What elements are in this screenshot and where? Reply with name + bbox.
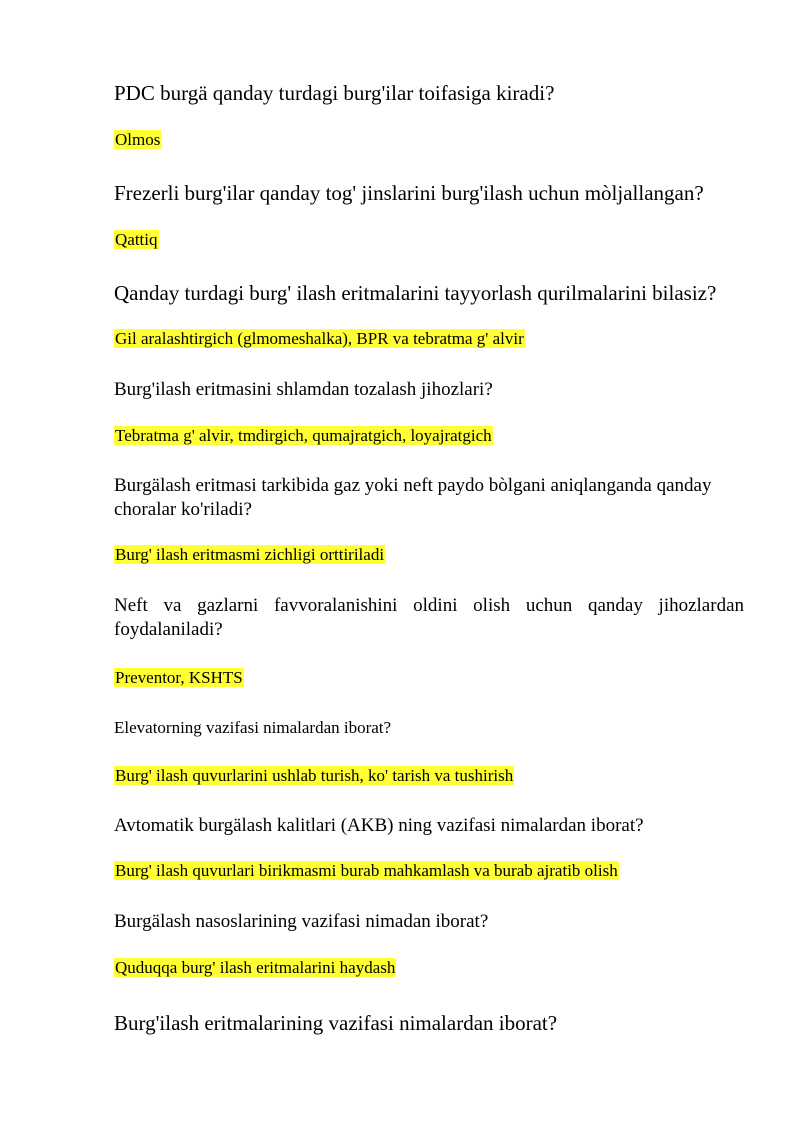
answer-7-highlight: Burg' ilash quvurlarini ushlab turish, ko' tarish va tushirish xyxy=(115,766,514,785)
question-5: Burgälash eritmasi tarkibida gaz yoki neft paydo bòlgani aniqlanganda qanday choralar ko'riladi? xyxy=(114,475,712,520)
answer-7 xyxy=(114,766,744,786)
question-10: Burg'ilash eritmalarining vazifasi nimalardan iborat? xyxy=(114,1011,558,1035)
answer-2-highlight: Qattiq xyxy=(115,230,158,249)
question-7: Elevatorning vazifasi nimalardan iborat? xyxy=(114,718,392,737)
answer-3-highlight: Gil aralashtirgich (glmomeshalka), BPR va tebratma g' alvir xyxy=(115,329,524,348)
question-8: Avtomatik burgälash kalitlari (AKB) ning vazifasi nimalardan iborat? xyxy=(114,815,644,836)
question-4: Burg'ilash eritmasini shlamdan tozalash jihozlari? xyxy=(114,379,493,400)
question-9: Burgälash nasoslarining vazifasi nimadan iborat? xyxy=(114,911,489,932)
answer-4 xyxy=(114,426,744,446)
question-3: Qanday turdagi burg' ilash eritmalarini tayyorlash qurilmalarini bilasiz? xyxy=(114,281,717,305)
answer-4-highlight: Tebratma g' alvir, tmdirgich, qumajratgich, loyajratgich xyxy=(115,426,492,445)
question-2: Frezerli burg'ilar qanday tog' jinslarini burg'ilash uchun mòljallangan? xyxy=(114,181,704,205)
answer-8-highlight: Burg' ilash quvurlari birikmasmi burab mahkamlash va burab ajratib olish xyxy=(115,861,618,880)
answer-3 xyxy=(114,329,744,349)
question-1: PDC burgä qanday turdagi burg'ilar toifasiga kiradi? xyxy=(114,81,555,105)
answer-6 xyxy=(114,668,744,688)
answer-9-highlight: Quduqqa burg' ilash eritmalarini haydash xyxy=(115,958,396,977)
answer-1-highlight: Olmos xyxy=(115,130,161,149)
answer-1 xyxy=(114,130,744,150)
question-6: Neft va gazlarni favvoralanishini oldini olish uchun qanday jihozlardan foydalaniladi? xyxy=(114,595,744,640)
answer-5-highlight: Burg' ilash eritmasmi zichligi orttiriladi xyxy=(115,545,385,564)
answer-9 xyxy=(114,958,744,978)
answer-6-highlight: Preventor, KSHTS xyxy=(115,668,243,687)
answer-2 xyxy=(114,230,744,250)
answer-8 xyxy=(114,861,744,881)
answer-5 xyxy=(114,545,744,565)
